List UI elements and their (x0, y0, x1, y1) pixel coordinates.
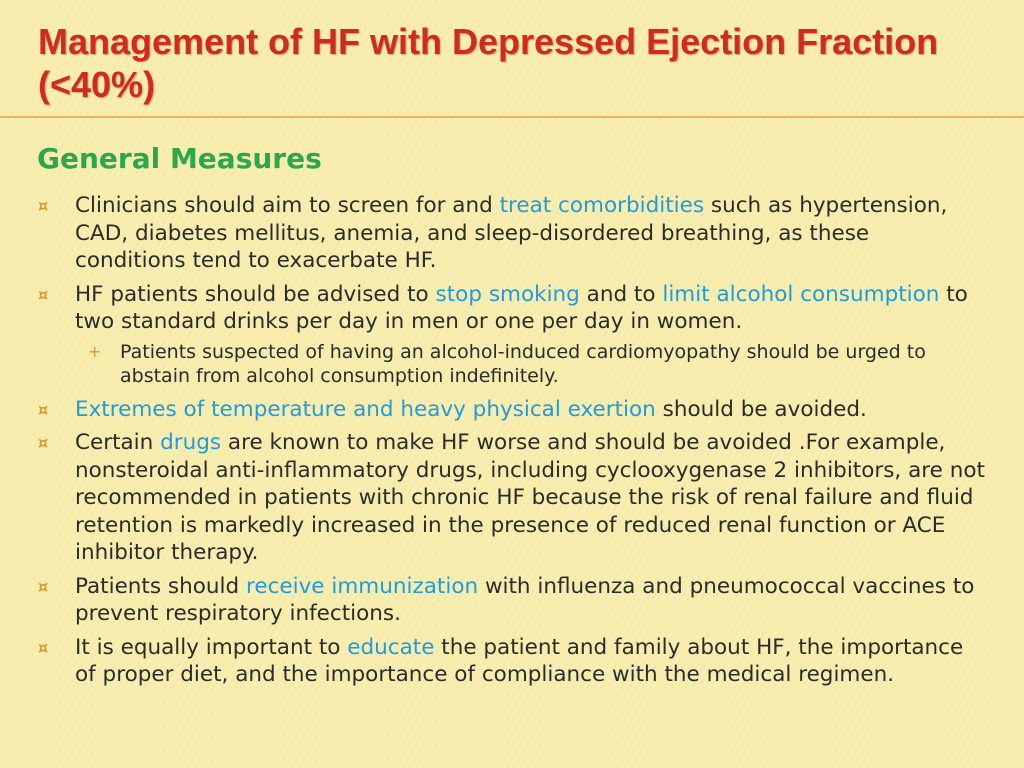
title-divider (0, 116, 1024, 118)
bullet-text: It is equally important to (75, 634, 348, 660)
sub-bullet-icon: + (88, 341, 102, 361)
bullet-icon: ¤ (38, 576, 49, 596)
bullet-text: such as hypertension, CAD, diabetes mellitus, anemia, and sleep-disordered breathing, as these conditions tend to exacerbate HF. (75, 193, 948, 273)
bullet-item-comorbidities (36, 192, 986, 275)
highlight-text: receive immunization (245, 573, 479, 599)
sub-bullet-item-alcohol-cardiomyopathy (36, 340, 986, 388)
bullet-item-temperature-exertion (36, 396, 986, 424)
bullet-text: to two standard drinks per day in men or one per day in women. (75, 281, 968, 334)
highlight-text: educate (347, 634, 435, 660)
highlight-text: treat comorbidities (499, 193, 705, 218)
highlight-text: Extremes of temperature and heavy physical exertion (75, 396, 656, 422)
slide-title: Management of HF with Depressed Ejection Fraction (<40%) (38, 21, 939, 105)
bullet-text: Clinicians should aim to screen for and (75, 193, 500, 218)
bullet-icon: ¤ (38, 196, 49, 215)
bullet-text: with influenza and pneumococcal vaccines to prevent respiratory infections. (75, 573, 975, 626)
bullet-icon: ¤ (38, 399, 49, 419)
bullet-item-education (36, 634, 986, 689)
bullet-text: Certain (75, 430, 161, 455)
bullet-text: should be avoided. (655, 396, 867, 422)
highlight-text: stop smoking (435, 281, 580, 307)
sub-bullet-text: Patients suspected of having an alcohol-induced cardiomyopathy should be urged to abstain from alcohol consumption indefinitely. (120, 340, 926, 387)
bullet-item-immunization (36, 573, 986, 628)
bullet-icon: ¤ (38, 433, 49, 452)
bullet-item-smoking-alcohol (36, 281, 986, 336)
bullet-list (36, 192, 986, 695)
bullet-text: and to (579, 281, 663, 307)
bullet-icon: ¤ (38, 637, 49, 657)
highlight-text: limit alcohol consumption (662, 281, 940, 307)
bullet-text: the patient and family about HF, the importance of proper diet, and the importance of compliance with the medical regimen. (75, 634, 964, 687)
bullet-item-drugs (36, 429, 986, 567)
slide-subtitle: General Measures (37, 142, 322, 175)
highlight-text: drugs (160, 430, 222, 455)
bullet-text: are known to make HF worse and should be avoided .For example, nonsteroidal anti-inflammatory drugs, including cyclooxygenase 2 inhibitors, are not recommended in patients with chronic HF because the risk of renal failure and fluid retention is markedly increased in the presence of reduced renal function or ACE inhibitor therapy. (75, 430, 985, 565)
bullet-text: HF patients should be advised to (75, 281, 436, 307)
bullet-icon: ¤ (38, 284, 49, 304)
bullet-text: Patients should (75, 573, 246, 599)
